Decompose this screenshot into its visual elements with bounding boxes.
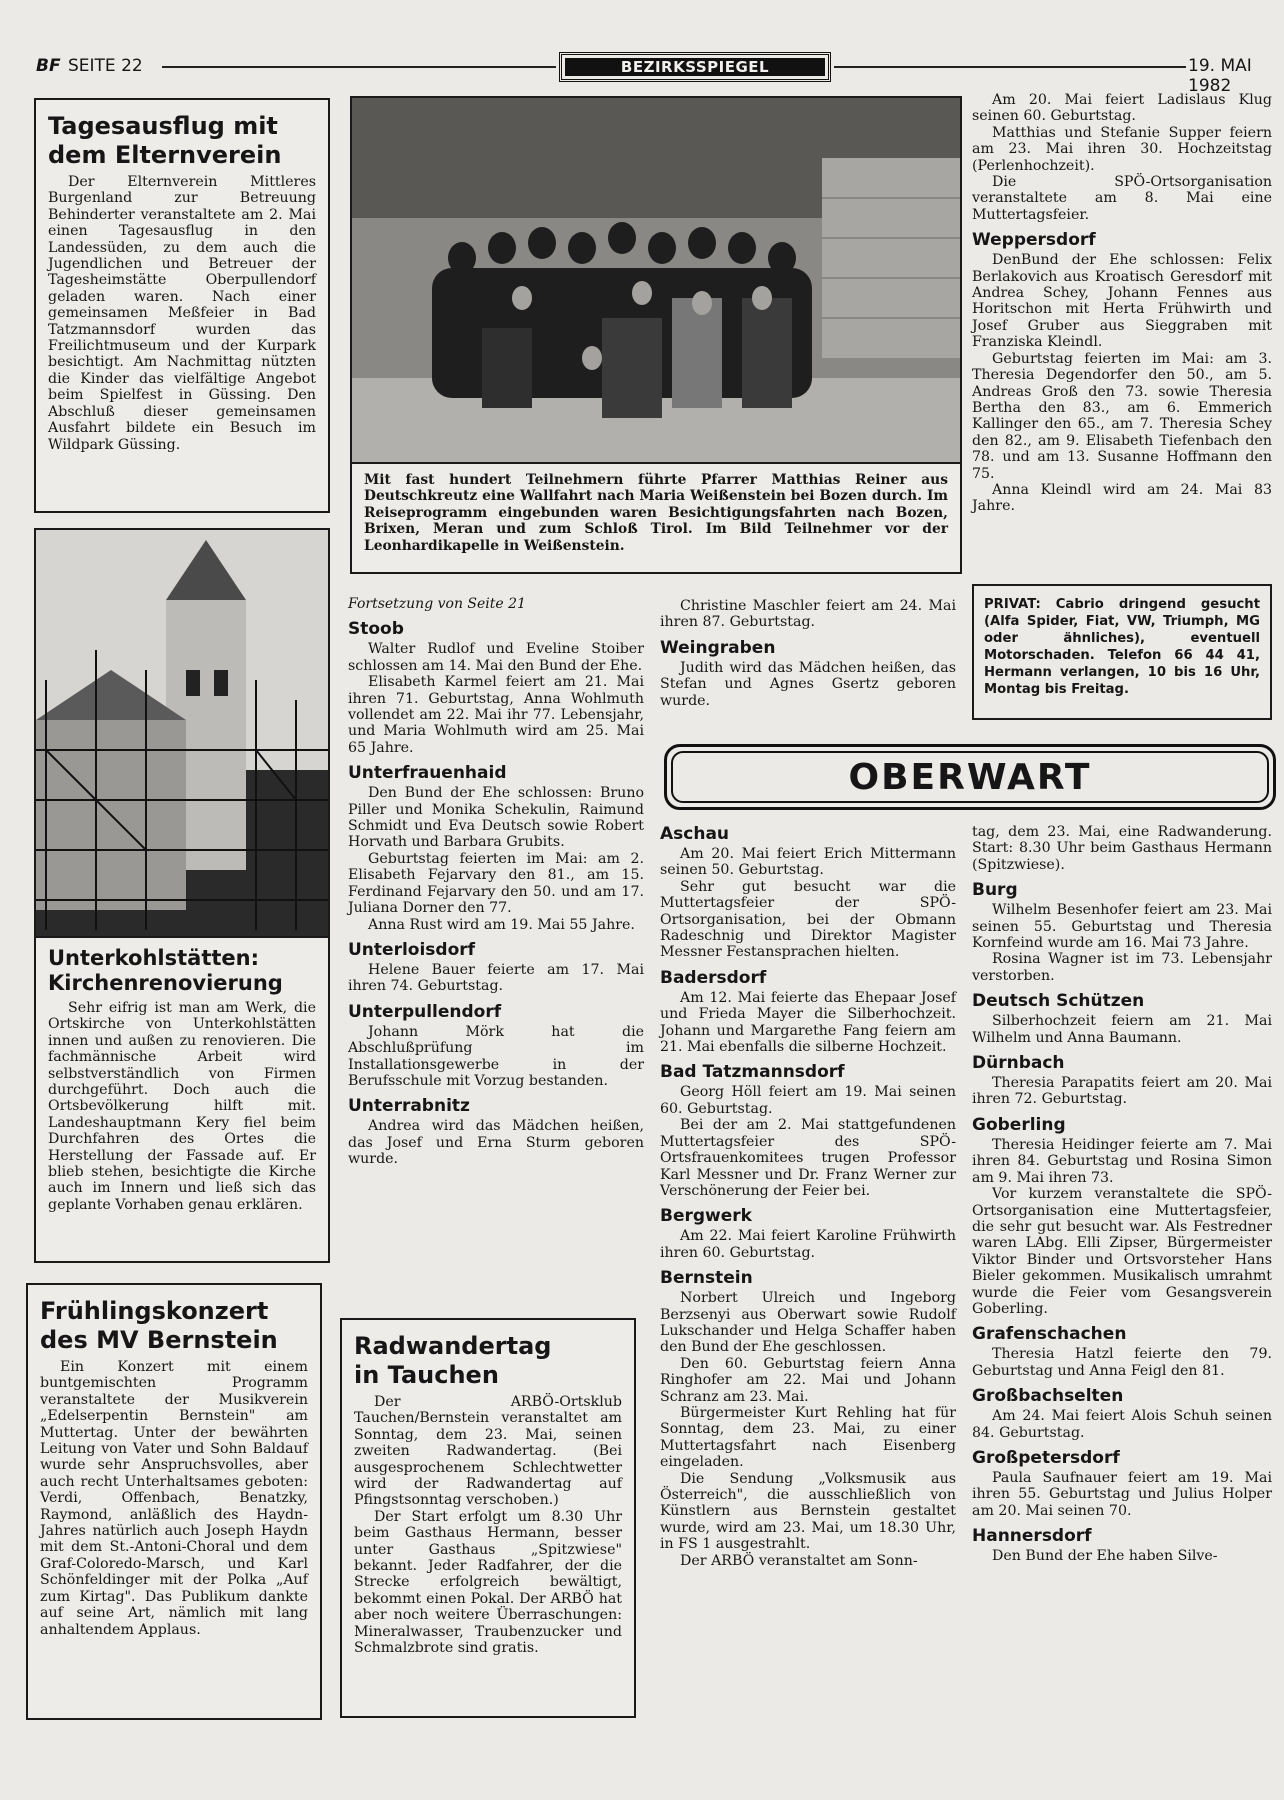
place-heading: Unterpullendorf: [348, 1001, 502, 1022]
header-section-title: BEZIRKSSPIEGEL: [565, 58, 825, 76]
place-heading: Unterfrauenhaid: [348, 763, 507, 784]
place-heading: Weppersdorf: [972, 230, 1096, 251]
place-heading: Burg: [972, 880, 1018, 901]
place-heading: Unterloisdorf: [348, 939, 476, 960]
header-date: 19. MAI 1982: [1188, 56, 1252, 96]
church-photo: [36, 530, 328, 938]
wallfahrt-photo-image: [352, 98, 960, 464]
article-body: Der Elternverein Mittleres Burgenland zur Betreuung Behinderter veranstaltete am 2. Mai einen Tagesausflug in den Landessüden, zu dem auch die Jugendlichen und Betreuer der Tagesheimstätte Oberpullendorf geladen waren. Nach einer gemeinsamen Meßfeier in Bad Tatzmannsdorf wurden das Freilichtmuseum und der Kurpark besichtigt. Am Nachmittag nützten die Kinder das vielfältige Angebot beim Spielfest in Güssing. Den Abschluß dieser gemeinsamen Ausfahrt bildete ein Besuch im Wildpark Güssing.: [48, 174, 316, 453]
church-photo-image: [36, 530, 328, 938]
place-heading: Deutsch Schützen: [972, 991, 1145, 1012]
header-rule-right: [834, 66, 1186, 68]
classified-ad-text: PRIVAT: Cabrio dringend gesucht (Alfa Spider, Fiat, VW, Triumph, MG oder ähnliches), eventuell Motorschaden. Telefon 66 44 41, Hermann verlangen, 10 bis 16 Uhr, Montag bis Freitag.: [984, 597, 1260, 697]
article-title: Unterkohlstätten: Kirchenrenovierung: [48, 946, 283, 995]
column-4-top: Am 20. Mai feiert Ladislaus Klug seinen 60. Geburtstag. Matthias und Stefanie Supper feiern am 23. Mai ihren 30. Hochzeitstag (Perlenhochzeit). Die SPÖ-Ortsorganisation veranstaltete am 8. Mai eine Muttertagsfeier. Weppersdorf DenBund der Ehe schlossen: Felix Berlakovich aus Kroatisch Geresdorf mit Andrea Schey, Johann Fennes aus Horitschon mit Herta Frühwirth und Josef Gruber aus Sieggraben mit Franziska Kleindl. Geburtstag feierten im Mai: am 3. Theresia Degendorfer den 50., am 5. Andreas Groß den 73. sowie Theresia Bertha den 83., am 6. Emmerich Kallinger den 65., am 7. Theresia Schey den 82., am 9. Elisabeth Tiefenbach den 78. und am 13. Susanne Hoffmann den 75. Anna Kleindl wird am 24. Mai 83 Jahre.: [972, 92, 1272, 515]
column-3-oberwart: Aschau Am 20. Mai feiert Erich Mittermann seinen 50. Geburtstag. Sehr gut besucht war die Muttertagsfeier der SPÖ-Ortsorganisation, bei der Obmann Radeschnig und Direktor Magister Messner Festansprachen hielten. Badersdorf Am 12. Mai feierte das Ehepaar Josef und Frieda Mayer die Silberhochzeit. Johann und Margarethe Fang feiern am 21. Mai ebenfalls die silberne Hochzeit. Bad Tatzmannsdorf Georg Höll feiert am 19. Mai seinen 60. Geburtstag. Bei der am 2. Mai stattgefundenen Muttertagsfeier des SPÖ-Ortsfrauenkomitees trugen Professor Karl Messner und Dr. Franz Werner zur Verschönerung der Feier bei. Bergwerk Am 22. Mai feiert Karoline Frühwirth ihren 60. Geburtstag. Bernstein Norbert Ulreich und Ingeborg Berzsenyi aus Oberwart sowie Rudolf Lukschander und Helga Schaffer haben den Bund der Ehe geschlossen. Den 60. Geburtstag feiern Anna Ringhofer am 22. Mai und Johann Schranz am 23. Mai. Bürgermeister Kurt Rehling hat für Sonntag, dem 23. Mai, zu einer Muttertagsfahrt nach Eisenberg eingeladen. Die Sendung „Volksmusik aus Österreich", die ausschließlich von Künstlern aus Bernstein gestaltet wurde, wird am 23. Mai, um 18.30 Uhr, in FS 1 ausgestrahlt. Der ARBÖ veranstaltet am Sonn-: [660, 824, 956, 1569]
place-heading: Großbachselten: [972, 1386, 1124, 1407]
place-heading: Hannersdorf: [972, 1526, 1092, 1547]
header-page-number: SEITE 22: [68, 56, 143, 76]
header-paper-code: BF: [36, 56, 61, 76]
column-3-top: Christine Maschler feiert am 24. Mai ihren 87. Geburtstag. Weingraben Judith wird das Mädchen heißen, das Stefan und Agnes Gsertz geboren wurde.: [660, 598, 956, 709]
article-konzert: [26, 1283, 322, 1720]
header-section-box: [559, 52, 831, 82]
classified-ad: [972, 584, 1272, 720]
column-4-oberwart: tag, dem 23. Mai, eine Radwanderung. Start: 8.30 Uhr beim Gasthaus Hermann (Spitzwiese). Burg Wilhelm Besenhofer feiert am 23. Mai seinen 55. Geburtstag und Theresia Kornfeind wurde am 16. Mai 73 Jahre. Rosina Wagner ist im 73. Lebensjahr verstorben. Deutsch Schützen Silberhochzeit feiern am 21. Mai Wilhelm und Anna Baumann. Dürnbach Theresia Parapatits feiert am 20. Mai ihren 72. Geburtstag. Goberling Theresia Heidinger feierte am 7. Mai ihren 84. Geburtstag und Rosina Simon am 9. Mai ihren 73. Vor kurzem veranstaltete die SPÖ-Ortsorganisation eine Muttertagsfeier, die sehr gut besucht war. Als Festredner waren LAbg. Elli Zipser, Bürgermeister Viktor Binder und Ortsvorsteher Hans Bieler gekommen. Musikalisch umrahmt wurde die Feier vom Gesangsverein Goberling. Grafenschachen Theresia Hatzl feierte den 79. Geburtstag und Anna Feigl den 81. Großbachselten Am 24. Mai feiert Alois Schuh seinen 84. Geburtstag. Großpetersdorf Paula Saufnauer feiert am 19. Mai ihren 55. Geburtstag und Julius Holper am 20. Mai seinen 70. Hannersdorf Den Bund der Ehe haben Silve-: [972, 824, 1272, 1565]
region-banner: [664, 744, 1276, 810]
place-heading: Stoob: [348, 619, 404, 640]
place-heading: Grafenschachen: [972, 1324, 1127, 1345]
article-body: Ein Konzert mit einem buntgemischten Programm veranstaltete der Musikverein „Edelserpentin Bernstein" am Muttertag. Unter der bewährten Leitung von Vater und Sohn Baldauf wurde sehr Anspruchsvolles, aber auch recht Unterhaltsames geboten: Verdi, Offenbach, Benatzky, Raymond, anläßlich des Haydn-Jahres natürlich auch Joseph Haydn mit dem St.-Antoni-Choral und dem Graf-Coloredo-Marsch, und Karl Schönfeldinger mit der Polka „Auf zum Kirtag". Das Publikum dankte auf seine Art, nämlich mit lang anhaltendem Applaus.: [40, 1359, 308, 1638]
article-title: Tagesausflug mit dem Elternverein: [48, 112, 282, 169]
continuation-note: Fortsetzung von Seite 21: [348, 596, 526, 612]
place-heading: Dürnbach: [972, 1053, 1065, 1074]
place-heading: Weingraben: [660, 637, 776, 658]
place-heading: Goberling: [972, 1114, 1066, 1135]
article-title: Radwandertag in Tauchen: [354, 1332, 552, 1389]
column-2-news: Fortsetzung von Seite 21 Stoob Walter Rudlof und Eveline Stoiber schlossen am 14. Mai den Bund der Ehe. Elisabeth Karmel feiert am 21. Mai ihren 71. Geburtstag, Anna Wohlmuth vollendet am 22. Mai ihr 77. Lebensjahr, und Maria Wohlmuth wird am 25. Mai 65 Jahre. Unterfrauenhaid Den Bund der Ehe schlossen: Bruno Piller und Monika Schekulin, Raimund Schmidt und Eva Deutsch sowie Robert Horvath und Barbara Grubits. Geburtstag feierten im Mai: am 2. Elisabeth Fejarvary den 81., am 15. Ferdinand Fejarvary den 50. und am 17. Juliana Dorner den 77. Anna Rust wird am 19. Mai 55 Jahre. Unterloisdorf Helene Bauer feierte am 17. Mai ihren 74. Geburtstag. Unterpullendorf Johann Mörk hat die Abschlußprüfung im Installationsgewerbe in der Berufsschule mit Vorzug bestanden. Unterrabnitz Andrea wird das Mädchen heißen, das Josef und Erna Sturm geboren wurde.: [348, 596, 644, 1168]
wallfahrt-photo: [352, 98, 960, 464]
article-body: Der ARBÖ-Ortsklub Tauchen/Bernstein veranstaltet am Sonntag, dem 23. Mai, seinen zweiten Radwandertag. (Bei ausgesprochenem Schlechtwetter wird der Radwandertag auf Pfingstsonntag verschoben.) Der Start erfolgt um 8.30 Uhr beim Gasthaus Hermann, besser unter Gasthaus „Spitzwiese" bekannt. Jeder Radfahrer, der die Strecke erfolgreich bewältigt, bekommt einen Pokal. Der ARBÖ hat aber noch weitere Überraschungen: Mineralwasser, Traubenzucker und Schmalzbrote sind gratis.: [354, 1394, 622, 1657]
photo-caption: Mit fast hundert Teilnehmern führte Pfarrer Matthias Reiner aus Deutschkreutz eine Wallfahrt nach Maria Weißenstein bei Bozen durch. Im Reiseprogramm eingebunden waren Besichtigungsfahrten nach Bozen, Brixen, Meran und zum Schloß Tirol. Im Bild Teilnehmer vor der Leonhardikapelle in Weißenstein.: [364, 472, 948, 554]
place-heading: Bernstein: [660, 1268, 753, 1289]
place-heading: Bad Tatzmannsdorf: [660, 1062, 845, 1083]
article-title: Frühlingskonzert des MV Bernstein: [40, 1297, 278, 1354]
place-heading: Bergwerk: [660, 1206, 752, 1227]
article-radwandertag: [340, 1318, 636, 1718]
place-heading: Unterrabnitz: [348, 1096, 470, 1117]
place-heading: Großpetersdorf: [972, 1447, 1120, 1468]
article-wallfahrt: [350, 96, 962, 574]
header-rule-left: [162, 66, 556, 68]
place-heading: Badersdorf: [660, 967, 767, 988]
article-kirche: [34, 528, 330, 1263]
article-body: Sehr eifrig ist man am Werk, die Ortskirche von Unterkohlstätten innen und außen zu renovieren. Die fachmännische Arbeit wird selbstverständlich von Firmen durchgeführt. Doch auch die Ortsbevölkerung hilft mit. Landeshauptmann Kery fiel beim Durchfahren des Ortes die Herstellung der Fassade auf. Er blieb stehen, besichtigte die Kirche auch im Innern und ließ sich das geplante Vorhaben genau erklären.: [48, 1000, 316, 1213]
place-heading: Aschau: [660, 824, 730, 844]
page-header: [36, 52, 1276, 96]
region-banner-title: OBERWART: [848, 757, 1092, 798]
article-elternverein: [34, 98, 330, 513]
